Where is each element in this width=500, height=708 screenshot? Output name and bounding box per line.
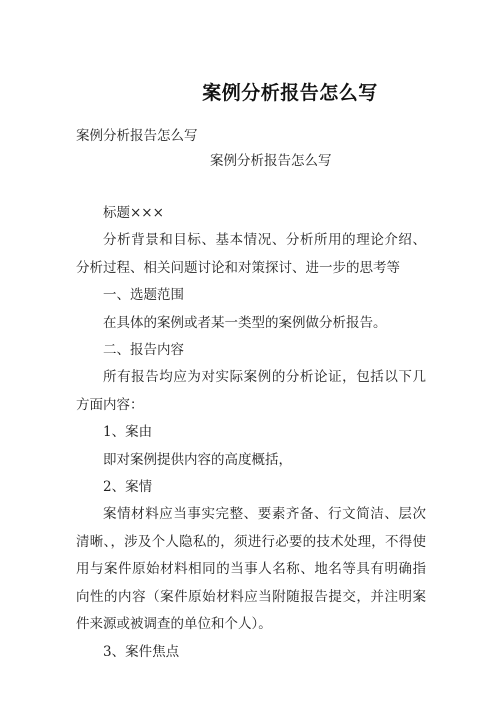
document-title: 案例分析报告怎么写 <box>202 82 378 104</box>
document-subtitle-center: 案例分析报告怎么写 <box>210 153 332 169</box>
paragraph-topic-scope: 在具体的案例或者某一类型的案例做分析报告。 <box>103 314 387 331</box>
heading-case-facts: 2、案情 <box>103 479 153 496</box>
heading-case-focus: 3、案件焦点 <box>103 643 180 660</box>
heading-topic-scope: 一、选题范围 <box>103 287 184 304</box>
paragraph-case-facts: 案情材料应当事实完整、要素齐备、行文简洁、层次清晰、，涉及个人隐私的，须进行必要的技术处理，不得使用与案件原始材料相同的当事人名称、地名等具有明确指向性的内容（案件原始材料应当附随报告提交，并注明案件来源或被调查的单位和个人）。 <box>76 506 426 633</box>
paragraph-case-cause: 即对案例提供内容的高度概括， <box>103 451 292 468</box>
document-subtitle-left: 案例分析报告怎么写 <box>76 128 198 144</box>
heading-case-cause: 1、案由 <box>103 424 153 441</box>
document-body <box>76 200 426 666</box>
paragraph-report-content: 所有报告均应为对实际案例的分析论证，包括以下几方面内容： <box>76 369 426 413</box>
heading-report-content: 二、报告内容 <box>103 342 184 359</box>
paragraph-outline: 分析背景和目标、基本情况、分析所用的理论介绍、分析过程、相关问题讨论和对策探讨、进一步的思考等 <box>76 232 426 276</box>
paragraph-title-placeholder: 标题××× <box>103 205 164 221</box>
